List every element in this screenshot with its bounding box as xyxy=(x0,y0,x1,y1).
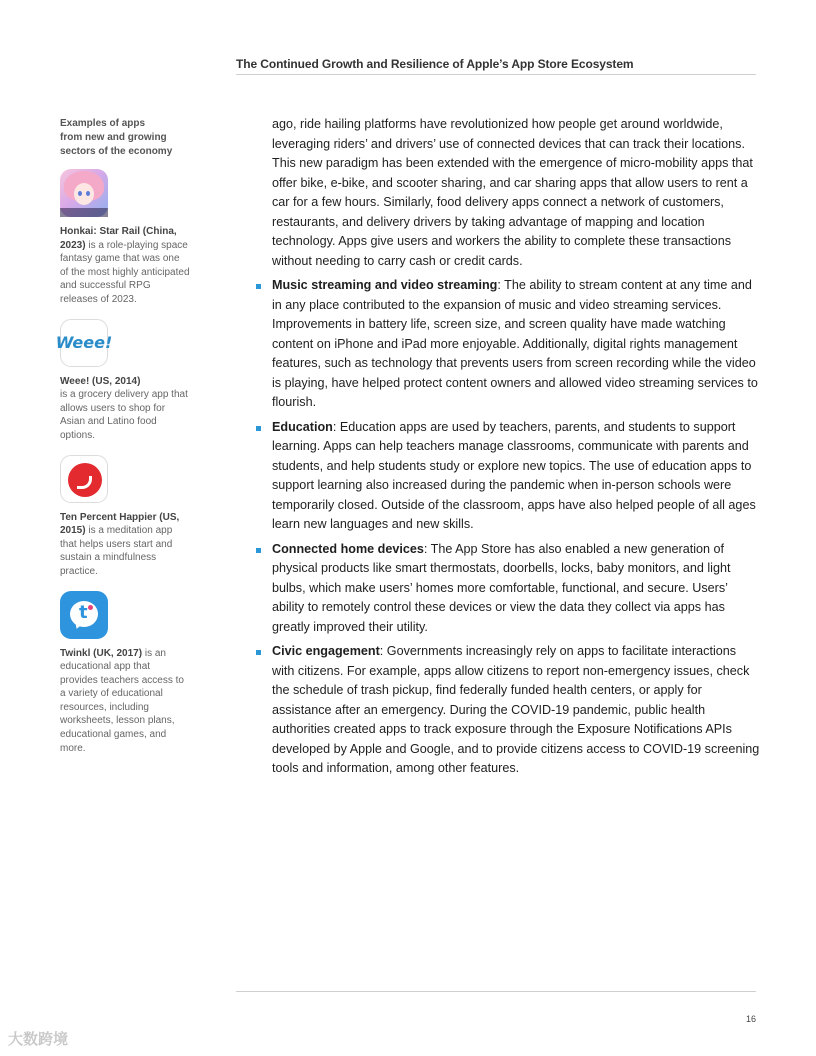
app-description: Honkai: Star Rail (China, 2023) is a role-playing space fantasy game that was one of the most highly anticipated and successful RPG releases of 2023. xyxy=(60,226,190,305)
honkai-star-rail-icon xyxy=(60,169,108,217)
bullet-text: : Governments increasingly rely on apps to facilitate interactions with citizens. For example, apps allow citizens to report non-emergency issues, check the schedule of trash pickup, find federally funded health centers, or apply for assistance after an emergency. During the COVID-19 pandemic, public health authorities created apps to track exposure through the Exposure Notifications APIs developed by Apple and Google, and to provide citizens access to COVID-19 screening tools and information, among other features. xyxy=(272,644,760,775)
bullet-text: : The App Store has also enabled a new generation of physical products like smart thermostats, doorbells, locks, baby monitors, and light bulbs, which make users’ homes more comfortable, functional, and secure. Users’ ability to remotely control these devices or view the data they collect via apps has greatly improved their utility. xyxy=(272,541,731,634)
bullet-civic-engagement xyxy=(256,642,760,779)
sidebar xyxy=(55,117,190,767)
app-entry-ten-percent-happier xyxy=(60,455,190,579)
app-description: Twinkl (UK, 2017) is an educational app that provides teachers access to a variety of educational resources, including worksheets, lesson plans, educational games, and more. xyxy=(60,647,184,754)
bullet-connected-home-devices xyxy=(256,540,760,638)
bullet-square-icon xyxy=(256,548,261,553)
intro-paragraph: ago, ride hailing platforms have revolutionized how people get around worldwide, leveraging riders’ and drivers’ use of connected devices that can track their locations. This new paradigm has been extended with the emergence of micro-mobility apps that offer bike, e-bike, and scooter sharing, and car sharing apps that allow users to rent a car for a few hours. Similarly, food delivery apps connect a network of customers, restaurants, and delivery drivers by taking advantage of mapping and location technology. Apps give users and workers the ability to complete these transactions without needing to carry cash or credit cards. xyxy=(272,117,753,268)
header-divider xyxy=(236,74,756,75)
bullet-term: Education xyxy=(272,419,333,434)
footer-divider xyxy=(236,991,756,992)
bullet-square-icon xyxy=(256,650,261,655)
main-body xyxy=(256,115,760,779)
ten-percent-happier-icon xyxy=(60,455,108,503)
app-entry-twinkl xyxy=(60,591,190,756)
running-header-title: The Continued Growth and Resilience of Apple’s App Store Ecosystem xyxy=(236,57,634,71)
bullet-square-icon xyxy=(256,426,261,431)
app-description: Weee! (US, 2014) is a grocery delivery app that allows users to shop for Asian and Latino food options. xyxy=(60,375,188,441)
watermark: 大数跨境 xyxy=(8,1031,69,1048)
bullet-text: : Education apps are used by teachers, parents, and students to support learning. Apps can help teachers manage classrooms, communicate with parents and students, and help students study or explore new topics. The use of education apps to support learning also increased during the pandemic when in-person schools were temporarily closed. Outside of the classroom, apps have also helped people of all ages learn new languages and new skills. xyxy=(272,419,756,531)
bullet-education xyxy=(256,418,760,535)
bullet-music-video-streaming xyxy=(256,276,760,413)
app-entry-honkai xyxy=(60,169,190,307)
bullet-term: Music streaming and video streaming xyxy=(272,278,498,292)
twinkl-icon: t xyxy=(60,591,108,639)
sidebar-heading: Examples of apps from new and growing sectors of the economy xyxy=(60,118,173,157)
bullet-square-icon xyxy=(256,284,261,289)
bullet-term: Connected home devices xyxy=(272,541,424,556)
bullet-text: : The ability to stream content at any time and in any place contributed to the expansion of music and video streaming services. Improvements in battery life, screen size, and screen quality have made watching content on iPhone and iPad more enjoyable. Additionally, digital rights management features, such as technology that prevents users from screen recording while the video is playing, have helped protect content owners and allowed video streaming services to flourish. xyxy=(272,278,758,409)
app-description: Ten Percent Happier (US, 2015) is a meditation app that helps users start and sustain a mindfulness practice. xyxy=(60,511,180,577)
app-entry-weee xyxy=(55,319,190,443)
page-number: 16 xyxy=(745,1014,756,1024)
weee-icon: Weee! xyxy=(60,319,108,367)
bullet-term: Civic engagement xyxy=(272,644,380,658)
